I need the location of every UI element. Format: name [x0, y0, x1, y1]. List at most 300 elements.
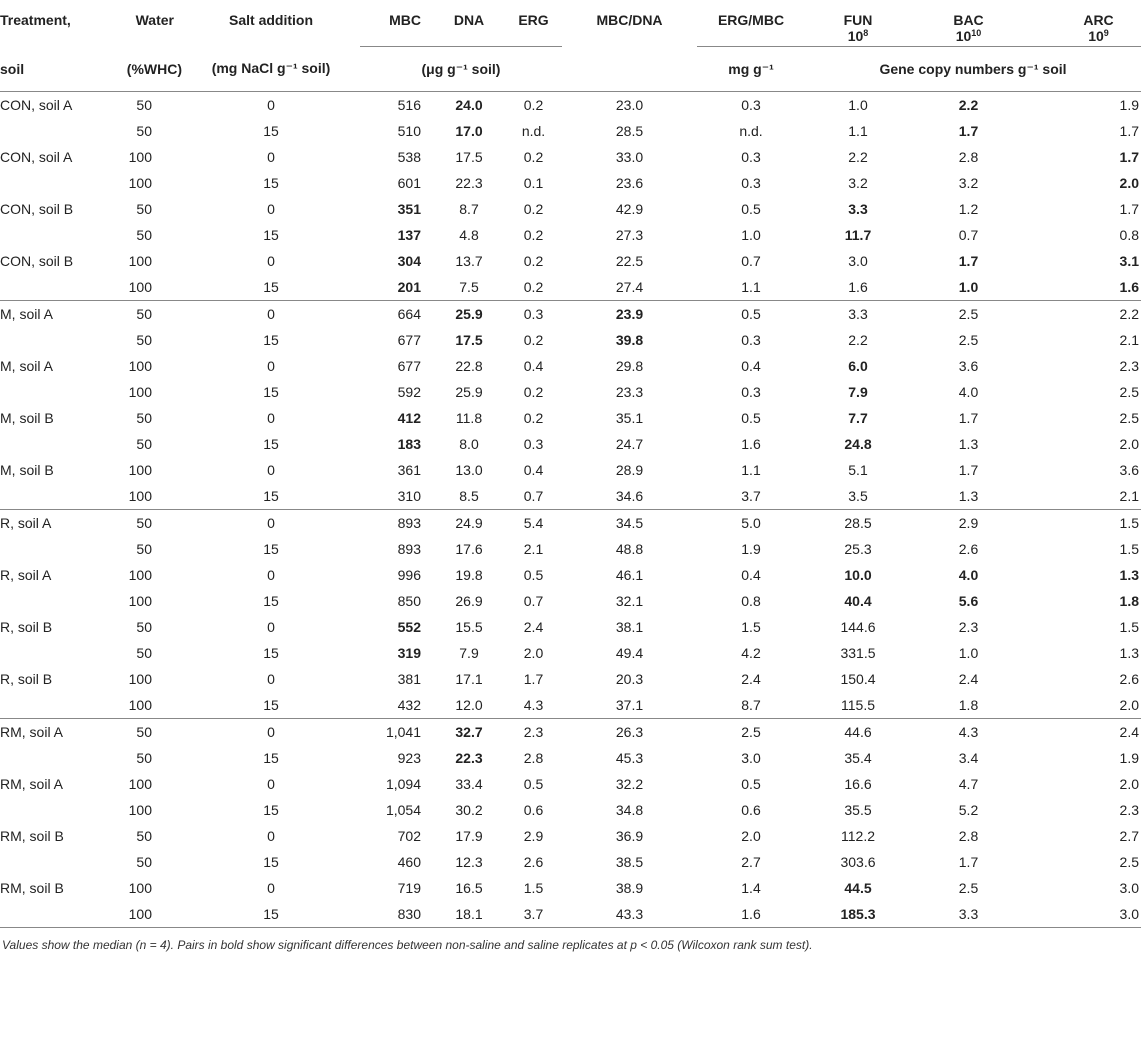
header-row-bottom [0, 47, 1141, 92]
cell-mbc-dna: 38.9 [615, 880, 644, 896]
cell-water: 100 [128, 697, 152, 713]
cell-mbc-dna: 33.0 [615, 149, 644, 165]
cell-arc: 2.4 [1119, 724, 1139, 740]
cell-water: 50 [136, 201, 152, 217]
cell-dna: 22.3 [455, 750, 483, 766]
cell-dna: 17.5 [455, 149, 483, 165]
cell-dna: 30.2 [455, 802, 483, 818]
cell-treatment: R, soil A [0, 515, 52, 531]
cell-fun: 331.5 [840, 645, 876, 661]
cell-erg-mbc: 2.5 [741, 724, 761, 740]
cell-bac: 2.3 [958, 619, 979, 635]
cell-mbc: 850 [397, 593, 421, 609]
cell-mbc: 996 [397, 567, 421, 583]
cell-treatment [0, 692, 112, 719]
cell-water: 50 [136, 306, 152, 322]
cell-mbc: 361 [397, 462, 421, 478]
cell-salt: 15 [263, 750, 279, 766]
cell-dna: 13.7 [455, 253, 483, 269]
cell-treatment [0, 797, 112, 823]
cell-erg: 0.2 [523, 149, 544, 165]
cell-dna: 17.9 [455, 828, 483, 844]
table-row [0, 457, 1141, 483]
table-row [0, 405, 1141, 431]
cell-water: 50 [136, 645, 152, 661]
cell-water: 100 [128, 671, 152, 687]
cell-erg-mbc: 5.0 [741, 515, 761, 531]
cell-water: 100 [128, 149, 152, 165]
cell-treatment [0, 222, 112, 248]
cell-fun: 16.6 [844, 776, 872, 792]
cell-arc: 1.6 [1119, 279, 1139, 295]
cell-mbc-dna: 36.9 [615, 828, 644, 844]
col-salt-unit: (mg NaCl g⁻¹ soil) [211, 60, 331, 77]
cell-arc: 1.5 [1119, 515, 1139, 531]
cell-erg-mbc: 1.6 [741, 906, 761, 922]
cell-water: 100 [128, 253, 152, 269]
cell-arc: 1.7 [1119, 201, 1139, 217]
cell-dna: 24.0 [455, 97, 483, 113]
cell-mbc-dna: 26.3 [615, 724, 644, 740]
cell-treatment [0, 483, 112, 510]
cell-arc: 2.5 [1119, 854, 1139, 870]
fun-base: 10 [847, 28, 864, 44]
cell-dna: 8.5 [459, 488, 479, 504]
cell-erg-mbc: 0.7 [741, 253, 761, 269]
cell-erg: 0.2 [523, 97, 544, 113]
cell-mbc: 592 [397, 384, 421, 400]
cell-erg-mbc: 4.2 [741, 645, 761, 661]
cell-treatment [0, 379, 112, 405]
col-arc [1026, 0, 1141, 47]
header-row-top [0, 0, 1141, 47]
cell-water: 50 [136, 410, 152, 426]
cell-dna: 7.5 [459, 279, 479, 295]
cell-mbc: 601 [397, 175, 421, 191]
gene-unit: Gene copy numbers g⁻¹ soil [879, 60, 1067, 77]
cell-arc: 2.7 [1119, 828, 1139, 844]
col-salt-top: Salt addition [229, 12, 313, 28]
cell-erg: 2.8 [523, 750, 544, 766]
cell-erg-mbc: 8.7 [741, 697, 761, 713]
cell-mbc: 702 [397, 828, 421, 844]
cell-erg: 2.1 [523, 541, 544, 557]
cell-salt: 0 [267, 880, 275, 896]
cell-treatment [0, 901, 112, 928]
cell-salt: 15 [263, 227, 279, 243]
cell-treatment: M, soil B [0, 410, 54, 426]
cell-arc: 3.0 [1119, 906, 1139, 922]
cell-erg-mbc: 0.5 [741, 410, 761, 426]
cell-mbc-dna: 32.2 [615, 776, 644, 792]
cell-erg-mbc: 1.1 [741, 279, 761, 295]
cell-salt: 0 [267, 410, 275, 426]
col-dna: DNA [433, 0, 505, 47]
cell-mbc-dna: 23.3 [615, 384, 644, 400]
cell-fun: 44.6 [844, 724, 872, 740]
cell-water: 100 [128, 279, 152, 295]
cell-erg: 4.3 [523, 697, 544, 713]
cell-salt: 15 [263, 541, 279, 557]
table-row [0, 196, 1141, 222]
cell-mbc-dna: 28.9 [615, 462, 644, 478]
cell-mbc: 893 [397, 541, 421, 557]
cell-dna: 7.9 [459, 645, 479, 661]
cell-salt: 15 [263, 384, 279, 400]
cell-dna: 15.5 [455, 619, 483, 635]
cell-erg: 2.6 [523, 854, 544, 870]
cell-water: 50 [136, 123, 152, 139]
cell-erg-mbc: 1.6 [741, 436, 761, 452]
table-row [0, 301, 1141, 328]
cell-treatment: RM, soil B [0, 828, 64, 844]
fun-label: FUN [843, 12, 873, 28]
cell-bac: 1.0 [958, 279, 979, 295]
cell-arc: 1.7 [1119, 123, 1139, 139]
cell-mbc: 893 [397, 515, 421, 531]
cell-salt: 15 [263, 332, 279, 348]
cell-treatment [0, 431, 112, 457]
cell-treatment: M, soil A [0, 358, 53, 374]
cell-erg-mbc: n.d. [739, 123, 763, 139]
arc-label: ARC [1083, 12, 1114, 28]
cell-fun: 24.8 [844, 436, 872, 452]
table-row [0, 274, 1141, 301]
cell-fun: 115.5 [841, 697, 875, 713]
cell-salt: 0 [267, 253, 275, 269]
cell-mbc: 137 [397, 227, 421, 243]
cell-mbc-dna: 37.1 [615, 697, 644, 713]
cell-treatment: RM, soil A [0, 776, 64, 792]
cell-mbc: 664 [397, 306, 421, 322]
cell-bac: 5.2 [958, 802, 979, 818]
cell-fun: 1.1 [848, 123, 868, 139]
cell-water: 50 [136, 854, 152, 870]
cell-erg-mbc: 1.1 [741, 462, 761, 478]
col-erg-mbc: ERG/MBC [697, 0, 805, 47]
table-row [0, 536, 1141, 562]
cell-salt: 0 [267, 201, 275, 217]
cell-erg: 2.3 [523, 724, 544, 740]
cell-treatment: R, soil B [0, 619, 53, 635]
table-row [0, 797, 1141, 823]
cell-arc: 2.1 [1119, 332, 1139, 348]
cell-erg-mbc: 1.9 [741, 541, 761, 557]
cell-water: 50 [136, 515, 152, 531]
cell-fun: 10.0 [844, 567, 872, 583]
cell-fun: 303.6 [840, 854, 876, 870]
table-row [0, 823, 1141, 849]
cell-dna: 13.0 [455, 462, 483, 478]
cell-water: 100 [128, 880, 152, 896]
cell-erg: 2.4 [523, 619, 544, 635]
cell-mbc: 432 [397, 697, 421, 713]
cell-erg: 0.2 [523, 384, 544, 400]
cell-treatment [0, 640, 112, 666]
cell-erg: 0.3 [523, 306, 544, 322]
cell-arc: 2.0 [1119, 175, 1139, 191]
cell-salt: 15 [263, 488, 279, 504]
table-row [0, 222, 1141, 248]
cell-arc: 2.3 [1119, 358, 1139, 374]
cell-salt: 15 [263, 802, 279, 818]
cell-treatment [0, 170, 112, 196]
cell-salt: 15 [263, 645, 279, 661]
cell-dna: 16.5 [455, 880, 483, 896]
cell-erg: 0.1 [523, 175, 544, 191]
cell-bac: 2.9 [958, 515, 979, 531]
cell-erg: 2.0 [523, 645, 544, 661]
cell-erg: 0.2 [523, 227, 544, 243]
cell-fun: 150.4 [840, 671, 876, 687]
cell-arc: 2.3 [1119, 802, 1139, 818]
cell-arc: 2.2 [1119, 306, 1139, 322]
cell-bac: 3.6 [958, 358, 979, 374]
table-row [0, 588, 1141, 614]
cell-bac: 3.4 [958, 750, 979, 766]
cell-arc: 2.0 [1119, 697, 1139, 713]
cell-salt: 15 [263, 593, 279, 609]
table-row [0, 118, 1141, 144]
cell-erg-mbc: 0.3 [741, 97, 761, 113]
cell-arc: 2.0 [1119, 776, 1139, 792]
cell-treatment [0, 327, 112, 353]
cell-arc: 1.3 [1119, 567, 1139, 583]
cell-salt: 0 [267, 306, 275, 322]
cell-salt: 0 [267, 828, 275, 844]
cell-erg: 0.2 [523, 201, 544, 217]
cell-dna: 19.8 [455, 567, 483, 583]
cell-arc: 2.5 [1119, 384, 1139, 400]
cell-fun: 7.9 [848, 384, 868, 400]
cell-arc: 1.7 [1119, 149, 1139, 165]
cell-water: 50 [136, 828, 152, 844]
cell-arc: 1.8 [1119, 593, 1139, 609]
cell-mbc-dna: 24.7 [615, 436, 644, 452]
cell-bac: 4.3 [958, 724, 979, 740]
cell-fun: 40.4 [844, 593, 872, 609]
cell-dna: 25.9 [455, 384, 483, 400]
cell-salt: 15 [263, 906, 279, 922]
table-row [0, 745, 1141, 771]
cell-mbc: 552 [397, 619, 421, 635]
cell-arc: 0.8 [1119, 227, 1139, 243]
cell-erg: 1.5 [523, 880, 544, 896]
cell-bac: 4.7 [958, 776, 979, 792]
cell-water: 100 [128, 488, 152, 504]
cell-mbc: 923 [397, 750, 421, 766]
cell-fun: 28.5 [844, 515, 872, 531]
cell-mbc-dna: 32.1 [615, 593, 644, 609]
cell-mbc: 319 [397, 645, 421, 661]
cell-treatment: CON, soil B [0, 201, 74, 217]
cell-mbc: 538 [397, 149, 421, 165]
cell-fun: 44.5 [844, 880, 872, 896]
cell-mbc: 830 [397, 906, 421, 922]
cell-erg: 5.4 [523, 515, 544, 531]
cell-treatment [0, 118, 112, 144]
cell-erg-mbc: 2.7 [741, 854, 761, 870]
cell-mbc-dna: 34.5 [615, 515, 644, 531]
cell-mbc-dna: 38.1 [615, 619, 644, 635]
cell-erg: 3.7 [523, 906, 544, 922]
table-row [0, 483, 1141, 510]
cell-mbc: 310 [397, 488, 421, 504]
cell-salt: 0 [267, 567, 275, 583]
cell-erg-mbc: 0.6 [741, 802, 761, 818]
cell-treatment [0, 536, 112, 562]
cell-dna: 17.5 [455, 332, 483, 348]
cell-erg-mbc: 0.3 [741, 175, 761, 191]
table-row [0, 849, 1141, 875]
cell-bac: 1.7 [958, 462, 979, 478]
cell-fun: 3.2 [848, 175, 868, 191]
cell-fun: 11.7 [844, 227, 872, 243]
cell-erg-mbc: 0.3 [741, 332, 761, 348]
cell-fun: 3.0 [848, 253, 868, 269]
cell-dna: 26.9 [455, 593, 483, 609]
cell-treatment [0, 745, 112, 771]
cell-fun: 185.3 [840, 906, 876, 922]
cell-mbc: 183 [397, 436, 421, 452]
cell-salt: 0 [267, 515, 275, 531]
cell-erg: 0.4 [523, 462, 544, 478]
cell-treatment: CON, soil A [0, 97, 73, 113]
cell-fun: 25.3 [844, 541, 872, 557]
cell-water: 50 [136, 97, 152, 113]
cell-mbc: 1,094 [385, 776, 421, 792]
cell-erg-mbc: 0.3 [741, 149, 761, 165]
cell-water: 100 [128, 175, 152, 191]
cell-bac: 1.8 [958, 697, 979, 713]
cell-treatment [0, 849, 112, 875]
cell-erg-mbc: 3.0 [741, 750, 761, 766]
cell-dna: 18.1 [455, 906, 483, 922]
table-row [0, 640, 1141, 666]
cell-treatment: M, soil A [0, 306, 53, 322]
cell-dna: 11.8 [455, 410, 483, 426]
cell-dna: 33.4 [455, 776, 483, 792]
table-row [0, 562, 1141, 588]
cell-erg: 0.3 [523, 436, 544, 452]
cell-fun: 1.0 [848, 97, 868, 113]
blank-unit [562, 47, 697, 92]
cell-erg: 0.6 [523, 802, 544, 818]
cell-arc: 1.9 [1119, 97, 1139, 113]
cell-bac: 1.7 [958, 123, 979, 139]
table-row [0, 92, 1141, 119]
cell-mbc-dna: 42.9 [615, 201, 644, 217]
cell-fun: 3.3 [848, 306, 868, 322]
cell-arc: 2.0 [1119, 436, 1139, 452]
cell-mbc-dna: 27.3 [615, 227, 644, 243]
cell-salt: 15 [263, 697, 279, 713]
cell-mbc-dna: 35.1 [615, 410, 644, 426]
cell-treatment [0, 588, 112, 614]
cell-erg: 2.9 [523, 828, 544, 844]
cell-water: 50 [136, 227, 152, 243]
col-erg: ERG [505, 0, 562, 47]
cell-dna: 8.0 [459, 436, 479, 452]
cell-bac: 2.2 [958, 97, 979, 113]
cell-fun: 35.4 [844, 750, 872, 766]
cell-mbc: 510 [397, 123, 421, 139]
cell-water: 100 [128, 593, 152, 609]
cell-arc: 2.6 [1119, 671, 1139, 687]
cell-arc: 3.6 [1119, 462, 1139, 478]
cell-bac: 2.4 [958, 671, 979, 687]
cell-erg-mbc: 3.7 [741, 488, 761, 504]
cell-salt: 0 [267, 776, 275, 792]
table-row [0, 901, 1141, 928]
cell-bac: 1.0 [958, 645, 979, 661]
cell-dna: 12.3 [455, 854, 483, 870]
cell-dna: 32.7 [455, 724, 483, 740]
table-row [0, 170, 1141, 196]
cell-bac: 2.8 [958, 149, 979, 165]
cell-erg: 1.7 [523, 671, 544, 687]
cell-erg-mbc: 0.8 [741, 593, 761, 609]
table-row [0, 666, 1141, 692]
cell-mbc-dna: 28.5 [615, 123, 644, 139]
table-row [0, 379, 1141, 405]
cell-mbc-dna: 22.5 [615, 253, 644, 269]
cell-erg: 0.7 [523, 593, 544, 609]
cell-bac: 1.3 [958, 488, 979, 504]
cell-water: 100 [128, 567, 152, 583]
cell-mbc: 412 [397, 410, 421, 426]
bac-base: 10 [955, 28, 972, 44]
cell-bac: 1.7 [958, 410, 979, 426]
table-row [0, 144, 1141, 170]
cell-fun: 112.2 [841, 828, 875, 844]
cell-fun: 1.6 [848, 279, 868, 295]
cell-bac: 5.6 [958, 593, 979, 609]
cell-salt: 0 [267, 619, 275, 635]
cell-water: 100 [128, 906, 152, 922]
table-row [0, 510, 1141, 537]
cell-arc: 1.5 [1119, 619, 1139, 635]
cell-dna: 8.7 [459, 201, 479, 217]
table-row [0, 327, 1141, 353]
cell-bac: 0.7 [958, 227, 979, 243]
cell-erg: 0.2 [523, 332, 544, 348]
cell-mbc: 304 [397, 253, 421, 269]
cell-mbc-dna: 45.3 [615, 750, 644, 766]
cell-mbc-dna: 23.6 [615, 175, 644, 191]
cell-arc: 3.0 [1119, 880, 1139, 896]
cell-mbc-dna: 27.4 [615, 279, 644, 295]
cell-fun: 7.7 [848, 410, 868, 426]
col-bac [911, 0, 1026, 47]
cell-bac: 2.5 [958, 332, 979, 348]
cell-salt: 0 [267, 358, 275, 374]
cell-erg: 0.4 [523, 358, 544, 374]
cell-bac: 2.5 [958, 880, 979, 896]
cell-mbc: 351 [397, 201, 421, 217]
cell-salt: 15 [263, 854, 279, 870]
cell-erg: 0.2 [523, 253, 544, 269]
cell-dna: 22.3 [455, 175, 483, 191]
cell-treatment: RM, soil B [0, 880, 64, 896]
col-water-unit: (%WHC) [126, 60, 182, 77]
cell-fun: 6.0 [848, 358, 868, 374]
cell-arc: 2.1 [1119, 488, 1139, 504]
arc-base: 10 [1088, 28, 1104, 44]
ug-unit: (μg g⁻¹ soil) [421, 60, 501, 77]
cell-erg-mbc: 0.5 [741, 306, 761, 322]
col-mbc: MBC [360, 0, 433, 47]
